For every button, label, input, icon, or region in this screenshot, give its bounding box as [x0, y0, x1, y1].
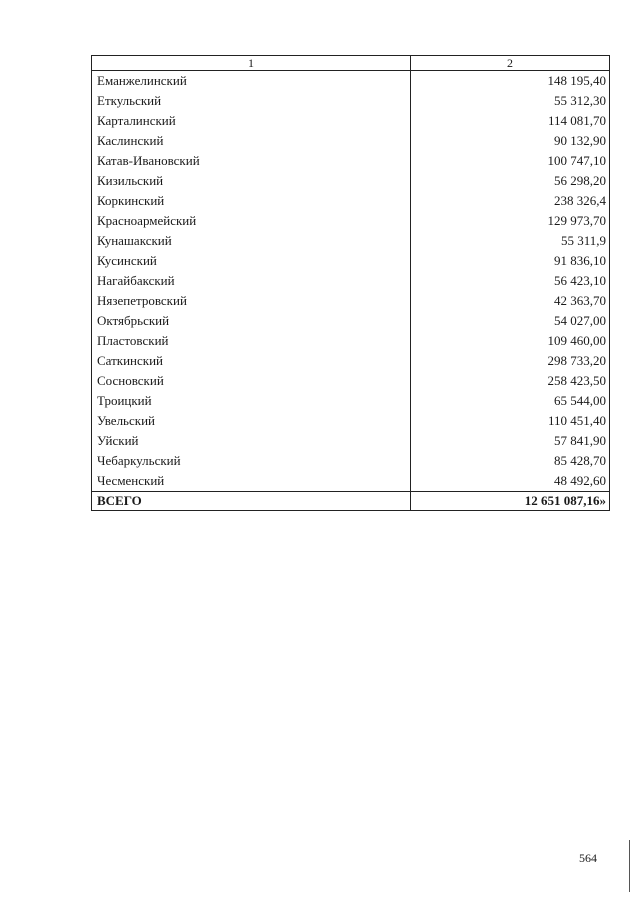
table-row: [92, 371, 610, 391]
district-value: 91 836,10: [411, 251, 610, 271]
table-row: [92, 191, 610, 211]
table-row: [92, 311, 610, 331]
total-label: ВСЕГО: [92, 492, 411, 511]
table-row: [92, 451, 610, 471]
district-name: Кизильский: [92, 171, 411, 191]
table-row: [92, 171, 610, 191]
district-value: 100 747,10: [411, 151, 610, 171]
district-name: Коркинский: [92, 191, 411, 211]
table-row: [92, 431, 610, 451]
district-value: 110 451,40: [411, 411, 610, 431]
column-header-2: 2: [411, 56, 610, 71]
district-name: Еманжелинский: [92, 71, 411, 92]
district-value: 42 363,70: [411, 291, 610, 311]
table-row: [92, 71, 610, 92]
table-row: [92, 351, 610, 371]
district-value: 55 311,9: [411, 231, 610, 251]
table-row: [92, 391, 610, 411]
table-row: [92, 271, 610, 291]
district-name: Кусинский: [92, 251, 411, 271]
district-value: 56 423,10: [411, 271, 610, 291]
total-row: [92, 492, 610, 511]
page-number: 564: [579, 851, 597, 865]
district-name: Чебаркульский: [92, 451, 411, 471]
table-row: [92, 331, 610, 351]
district-value: 54 027,00: [411, 311, 610, 331]
district-name: Нагайбакский: [92, 271, 411, 291]
district-value: 298 733,20: [411, 351, 610, 371]
data-table: [91, 55, 610, 511]
table-row: [92, 131, 610, 151]
table-row: [92, 411, 610, 431]
table-row: [92, 291, 610, 311]
district-name: Троицкий: [92, 391, 411, 411]
district-name: Нязепетровский: [92, 291, 411, 311]
district-name: Увельский: [92, 411, 411, 431]
district-value: 65 544,00: [411, 391, 610, 411]
district-value: 238 326,4: [411, 191, 610, 211]
district-value: 109 460,00: [411, 331, 610, 351]
table-row: [92, 211, 610, 231]
district-name: Еткульский: [92, 91, 411, 111]
table-row: [92, 251, 610, 271]
district-value: 258 423,50: [411, 371, 610, 391]
table-row: [92, 111, 610, 131]
district-name: Каслинский: [92, 131, 411, 151]
district-value: 148 195,40: [411, 71, 610, 92]
district-value: 129 973,70: [411, 211, 610, 231]
district-name: Октябрьский: [92, 311, 411, 331]
district-value: 85 428,70: [411, 451, 610, 471]
district-name: Кунашакский: [92, 231, 411, 251]
scan-edge-line: [629, 840, 630, 892]
total-value: 12 651 087,16»: [411, 492, 610, 511]
district-name: Карталинский: [92, 111, 411, 131]
district-value: 55 312,30: [411, 91, 610, 111]
district-name: Пластовский: [92, 331, 411, 351]
table-row: [92, 231, 610, 251]
district-name: Уйский: [92, 431, 411, 451]
district-value: 90 132,90: [411, 131, 610, 151]
table-body: [92, 71, 610, 492]
district-name: Красноармейский: [92, 211, 411, 231]
table-row: [92, 91, 610, 111]
district-name: Сосновский: [92, 371, 411, 391]
district-value: 57 841,90: [411, 431, 610, 451]
district-name: Саткинский: [92, 351, 411, 371]
table-row: [92, 151, 610, 171]
district-name: Чесменский: [92, 471, 411, 492]
table-row: [92, 471, 610, 492]
district-value: 114 081,70: [411, 111, 610, 131]
column-header-1: 1: [92, 56, 411, 71]
header-row: [92, 56, 610, 71]
district-value: 48 492,60: [411, 471, 610, 492]
district-name: Катав-Ивановский: [92, 151, 411, 171]
district-value: 56 298,20: [411, 171, 610, 191]
